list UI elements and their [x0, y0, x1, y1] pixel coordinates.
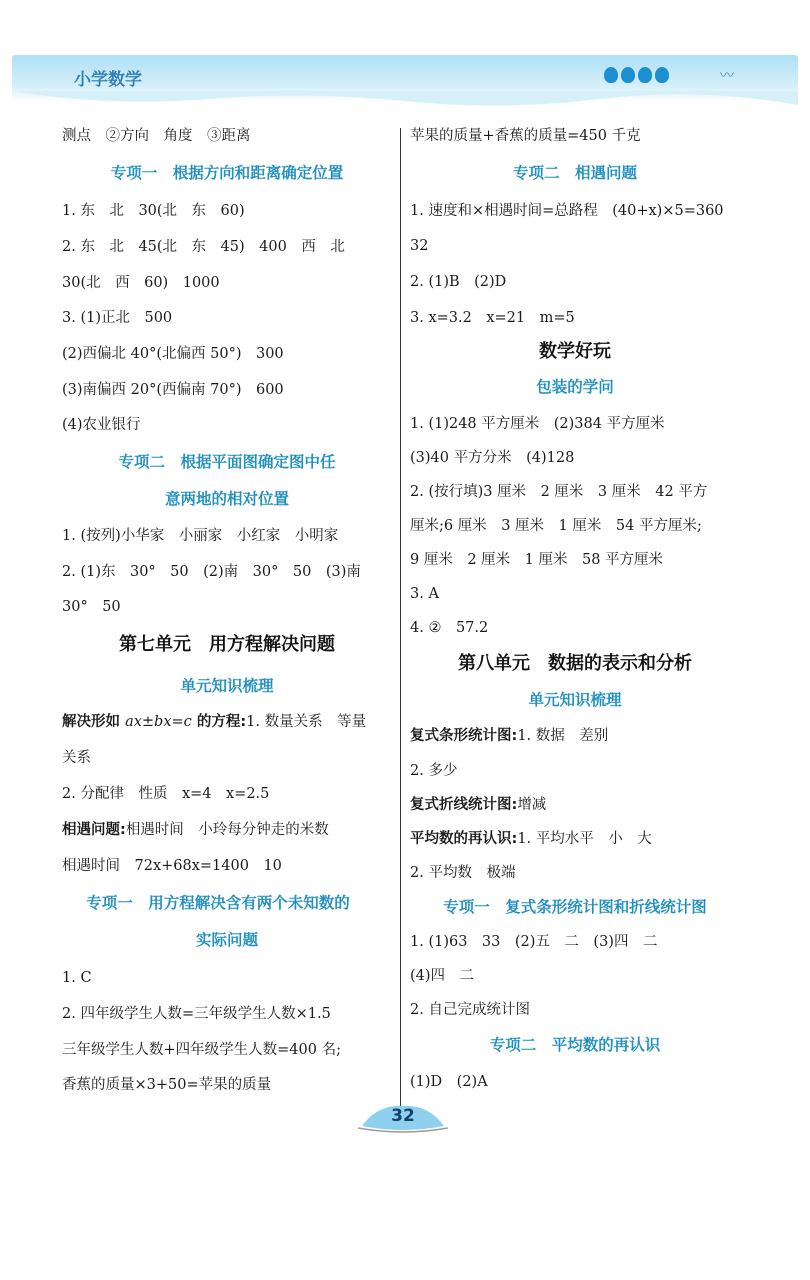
answer-line: 3. A: [410, 586, 439, 602]
answer-line: (4)农业银行: [62, 417, 141, 433]
answer-line: 3. (1)正北 500: [62, 310, 173, 326]
answer-line: 2. 四年级学生人数=三年级学生人数×1.5: [62, 1006, 331, 1022]
section-heading: 专项二 相遇问题: [512, 164, 637, 182]
term-label: 解决形如: [62, 714, 126, 730]
answer-line: 2. 平均数 极端: [410, 865, 516, 881]
answer-line: [62, 820, 329, 840]
answer-line: (3)南偏西 20°(西偏南 70°) 600: [62, 382, 284, 398]
answer-line: 厘米;6 厘米 3 厘米 1 厘米 54 平方厘米;: [410, 518, 702, 534]
answer-line: 关系: [62, 750, 91, 766]
answer-text: 1. 数量关系 等量: [246, 714, 367, 730]
answer-line: [62, 712, 366, 732]
term-label: 复式条形统计图:: [410, 728, 518, 744]
answer-line: 30(北 西 60) 1000: [62, 275, 220, 291]
answer-line: 9 厘米 2 厘米 1 厘米 58 平方厘米: [410, 552, 664, 568]
section-heading: 专项二 根据平面图确定图中任: [118, 453, 336, 471]
answer-line: 1. 东 北 30(北 东 60): [62, 203, 245, 219]
header-wave-decoration: [12, 91, 798, 109]
answer-line: 2. 东 北 45(北 东 45) 400 西 北: [62, 239, 345, 255]
answer-line: 相遇时间 72x+68x=1400 10: [62, 858, 282, 874]
answer-text: 1. 数据 差别: [517, 728, 609, 744]
section-heading: 意两地的相对位置: [164, 490, 289, 508]
tree-dots-decoration: [604, 67, 672, 87]
page-number-badge: [358, 1102, 448, 1136]
answer-line: 香蕉的质量×3+50=苹果的质量: [62, 1077, 272, 1093]
answer-line: 苹果的质量+香蕉的质量=450 千克: [410, 128, 641, 144]
header-title: 小学数学: [74, 70, 142, 90]
answer-line: 测点 ②方向 角度 ③距离: [62, 128, 251, 144]
answer-line: 30° 50: [62, 599, 121, 615]
answer-line: 2. (1)B (2)D: [410, 274, 507, 290]
answer-line: 1. (1)63 33 (2)五 二 (3)四 二: [410, 934, 658, 950]
answer-line: 4. ② 57.2: [410, 620, 489, 636]
column-divider: [400, 128, 401, 1108]
section-heading: 专项一 根据方向和距离确定位置: [110, 164, 344, 182]
answer-line: 2. (按行填)3 厘米 2 厘米 3 厘米 42 平方: [410, 484, 708, 500]
answer-text: 增减: [517, 797, 547, 813]
section-heading: 单元知识梳理: [180, 677, 274, 695]
answer-text: 1. 平均水平 小 大: [517, 831, 652, 847]
section-heading: 实际问题: [195, 931, 258, 949]
page-header-band: [12, 55, 798, 101]
page-number: 32: [391, 1106, 415, 1126]
unit-title: 第七单元 用方程解决问题: [119, 634, 335, 655]
answer-line: 2. 自己完成统计图: [410, 1002, 530, 1018]
unit-title: 第八单元 数据的表示和分析: [458, 653, 692, 674]
answer-line: (3)40 平方分米 (4)128: [410, 450, 575, 466]
answer-line: 2. (1)东 30° 50 (2)南 30° 50 (3)南: [62, 564, 361, 580]
answer-line: (1)D (2)A: [410, 1074, 488, 1090]
section-heading: 包装的学问: [536, 378, 614, 396]
answer-line: 32: [410, 238, 429, 254]
answer-line: 三年级学生人数+四年级学生人数=400 名;: [62, 1042, 341, 1058]
bird-icon: 〰: [720, 68, 734, 84]
answer-line: 3. x=3.2 x=21 m=5: [410, 310, 575, 326]
unit-title: 数学好玩: [539, 341, 611, 362]
section-heading: 专项一 用方程解决含有两个未知数的: [86, 894, 350, 912]
answer-line: 1. C: [62, 970, 92, 986]
term-label: 平均数的再认识:: [410, 831, 518, 847]
answer-line: (2)西偏北 40°(北偏西 50°) 300: [62, 346, 284, 362]
answer-line: [410, 726, 608, 746]
answer-text: 相遇时间 小玲每分钟走的米数: [125, 822, 329, 838]
answer-line: 1. 速度和×相遇时间=总路程 (40+x)×5=360: [410, 203, 724, 219]
answer-line: 1. (按列)小华家 小丽家 小红家 小明家: [62, 528, 339, 544]
answer-line: 2. 多少: [410, 763, 458, 779]
section-heading: 专项一 复式条形统计图和折线统计图: [443, 898, 707, 916]
section-heading: 单元知识梳理: [528, 691, 622, 709]
answer-line: 1. (1)248 平方厘米 (2)384 平方厘米: [410, 416, 665, 432]
answer-line: [410, 829, 652, 849]
term-label: 相遇问题:: [62, 822, 126, 838]
section-heading: 专项二 平均数的再认识: [489, 1036, 661, 1054]
answer-line: [410, 795, 546, 815]
answer-line: 2. 分配律 性质 x=4 x=2.5: [62, 786, 270, 802]
answer-line: (4)四 二: [410, 968, 475, 984]
term-label: 复式折线统计图:: [410, 797, 518, 813]
formula-text: ax±bx=c: [125, 714, 192, 730]
term-label: 的方程:: [191, 714, 247, 730]
